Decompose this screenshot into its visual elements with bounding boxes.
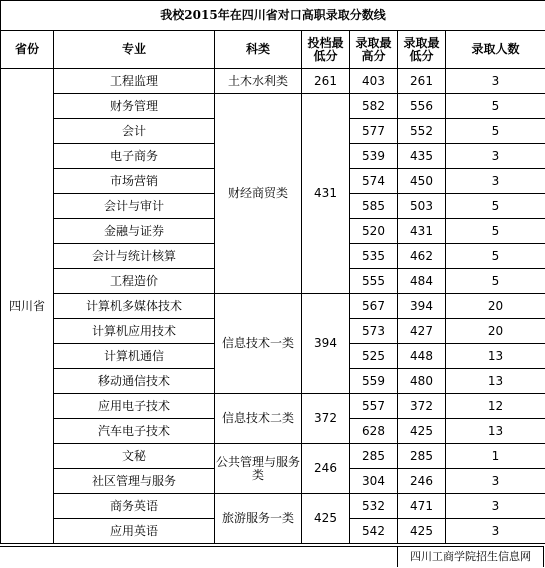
admit-count-cell: 1 [446,444,545,469]
header-min-file-score: 投档最低分 [302,31,350,69]
major-cell: 移动通信技术 [54,369,215,394]
min-admit-score-cell: 372 [398,394,446,419]
major-cell: 计算机通信 [54,344,215,369]
category-cell: 信息技术二类 [215,394,302,444]
admit-count-cell: 20 [446,294,545,319]
major-cell: 社区管理与服务 [54,469,215,494]
min-admit-score-cell: 431 [398,219,446,244]
min-file-score-cell: 246 [302,444,350,494]
min-admit-score-cell: 285 [398,444,446,469]
major-cell: 商务英语 [54,494,215,519]
major-cell: 会计 [54,119,215,144]
max-admit-score-cell: 535 [350,244,398,269]
min-admit-score-cell: 552 [398,119,446,144]
table-row [1,69,545,94]
min-file-score-cell: 431 [302,94,350,294]
major-cell: 计算机多媒体技术 [54,294,215,319]
footer-divider [0,546,397,547]
max-admit-score-cell: 520 [350,219,398,244]
max-admit-score-cell: 542 [350,519,398,544]
admit-count-cell: 3 [446,69,545,94]
admit-count-cell: 5 [446,194,545,219]
admit-count-cell: 3 [446,494,545,519]
header-max-admit-score: 录取最高分 [350,31,398,69]
province-cell: 四川省 [1,69,54,544]
min-admit-score-cell: 435 [398,144,446,169]
admit-count-cell: 3 [446,169,545,194]
max-admit-score-cell: 539 [350,144,398,169]
major-cell: 工程监理 [54,69,215,94]
admit-count-cell: 5 [446,94,545,119]
max-admit-score-cell: 285 [350,444,398,469]
table-row [1,394,545,419]
header-row [1,31,545,69]
category-cell: 财经商贸类 [215,94,302,294]
header-min-admit-score: 录取最低分 [398,31,446,69]
min-admit-score-cell: 246 [398,469,446,494]
min-admit-score-cell: 484 [398,269,446,294]
admit-count-cell: 3 [446,144,545,169]
min-file-score-cell: 425 [302,494,350,544]
admit-count-cell: 13 [446,419,545,444]
major-cell: 计算机应用技术 [54,319,215,344]
header-major: 专业 [54,31,215,69]
min-admit-score-cell: 425 [398,419,446,444]
max-admit-score-cell: 532 [350,494,398,519]
min-admit-score-cell: 462 [398,244,446,269]
admit-count-cell: 5 [446,219,545,244]
min-admit-score-cell: 448 [398,344,446,369]
admit-count-cell: 12 [446,394,545,419]
major-cell: 会计与审计 [54,194,215,219]
major-cell: 电子商务 [54,144,215,169]
min-admit-score-cell: 503 [398,194,446,219]
category-cell: 土木水利类 [215,69,302,94]
major-cell: 应用英语 [54,519,215,544]
admit-count-cell: 13 [446,344,545,369]
major-cell: 会计与统计核算 [54,244,215,269]
admit-count-cell: 5 [446,119,545,144]
category-cell: 旅游服务一类 [215,494,302,544]
min-admit-score-cell: 261 [398,69,446,94]
max-admit-score-cell: 577 [350,119,398,144]
major-cell: 工程造价 [54,269,215,294]
admit-count-cell: 5 [446,244,545,269]
table-row [1,494,545,519]
max-admit-score-cell: 403 [350,69,398,94]
major-cell: 金融与证券 [54,219,215,244]
major-cell: 汽车电子技术 [54,419,215,444]
min-file-score-cell: 372 [302,394,350,444]
max-admit-score-cell: 304 [350,469,398,494]
major-cell: 财务管理 [54,94,215,119]
max-admit-score-cell: 585 [350,194,398,219]
major-cell: 市场营销 [54,169,215,194]
min-file-score-cell: 394 [302,294,350,394]
max-admit-score-cell: 557 [350,394,398,419]
min-admit-score-cell: 480 [398,369,446,394]
min-admit-score-cell: 425 [398,519,446,544]
max-admit-score-cell: 525 [350,344,398,369]
min-admit-score-cell: 450 [398,169,446,194]
category-cell: 公共管理与服务类 [215,444,302,494]
admit-count-cell: 13 [446,369,545,394]
min-admit-score-cell: 427 [398,319,446,344]
admit-count-cell: 20 [446,319,545,344]
admit-count-cell: 3 [446,519,545,544]
max-admit-score-cell: 574 [350,169,398,194]
min-file-score-cell: 261 [302,69,350,94]
min-admit-score-cell: 556 [398,94,446,119]
admit-count-cell: 3 [446,469,545,494]
min-admit-score-cell: 471 [398,494,446,519]
page-title: 我校2015年在四川省对口高职录取分数线 [1,1,545,31]
table-row [1,94,545,119]
max-admit-score-cell: 559 [350,369,398,394]
max-admit-score-cell: 555 [350,269,398,294]
table-row [1,444,545,469]
max-admit-score-cell: 628 [350,419,398,444]
category-cell: 信息技术一类 [215,294,302,394]
header-province: 省份 [1,31,54,69]
footer-source: 四川工商学院招生信息网 [397,546,544,567]
major-cell: 文秘 [54,444,215,469]
max-admit-score-cell: 573 [350,319,398,344]
header-category: 科类 [215,31,302,69]
max-admit-score-cell: 567 [350,294,398,319]
header-admit-count: 录取人数 [446,31,545,69]
table-row [1,294,545,319]
max-admit-score-cell: 582 [350,94,398,119]
major-cell: 应用电子技术 [54,394,215,419]
admit-count-cell: 5 [446,269,545,294]
min-admit-score-cell: 394 [398,294,446,319]
